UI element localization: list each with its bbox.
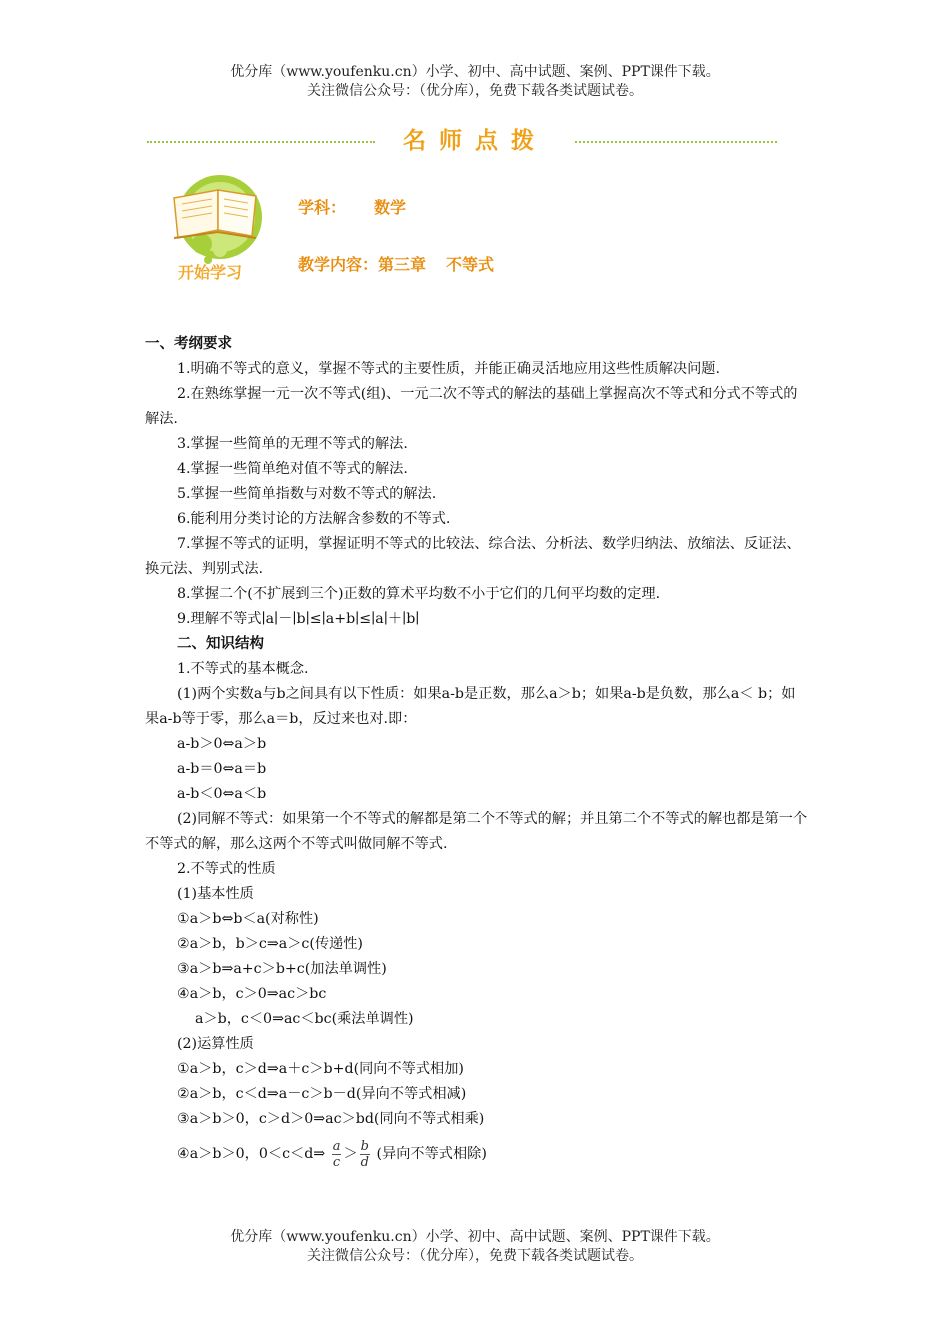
property-item: ③a＞b⇒a+c＞b+c(加法单调性) <box>177 961 387 977</box>
property-item: ②a＞b，c＜d⇒a－c＞b－d(异向不等式相减) <box>177 1086 467 1102</box>
page-header <box>0 63 950 101</box>
fraction-numerator: b <box>360 1138 369 1154</box>
paragraph: (2)同解不等式：如果第一个不等式的解都是第二个不等式的解；并且第二个不等式的解也都是第一个不等式的解，那么这两个不等式叫做同解不等式. <box>145 811 808 852</box>
fraction-denominator: d <box>360 1154 369 1170</box>
list-item: 3.掌握一些简单的无理不等式的解法. <box>177 436 408 452</box>
header-line-1: 优分库（www.youfenku.cn）小学、初中、高中试题、案例、PPT课件下载。 <box>230 64 720 80</box>
content-value: 不等式 <box>446 255 495 274</box>
equivalence: a-b＝0⇔a＝b <box>177 761 267 777</box>
fraction-numerator: a <box>332 1138 341 1154</box>
equivalence: a-b＞0⇔a＞b <box>177 736 267 752</box>
property-item <box>145 1132 808 1176</box>
property-item: ①a＞b，c＞d⇒a＋c＞b+d(同向不等式相加) <box>177 1061 464 1077</box>
list-item: 2.在熟练掌握一元一次不等式(组)、一元二次不等式的解法的基础上掌握高次不等式和分式不等式的解法. <box>145 386 798 427</box>
subsection-title: (1)基本性质 <box>177 886 254 902</box>
subsection-title: (2)运算性质 <box>177 1036 254 1052</box>
banner-title: 名师点拨 <box>403 128 547 154</box>
content-line <box>298 252 494 275</box>
header-line-2: 关注微信公众号：（优分库），免费下载各类试题试卷。 <box>307 83 643 99</box>
section-heading: 二、知识结构 <box>177 636 264 652</box>
subject-value: 数学 <box>374 198 407 217</box>
fraction-denominator: c <box>332 1154 341 1170</box>
footer-line-2: 关注微信公众号：（优分库），免费下载各类试题试卷。 <box>307 1248 643 1264</box>
subject-label: 学科： <box>298 198 347 217</box>
document-body <box>145 332 808 1176</box>
subsection-title: 1.不等式的基本概念. <box>177 661 309 677</box>
list-item: 6.能利用分类讨论的方法解含参数的不等式. <box>177 511 451 527</box>
subject-line <box>298 195 406 218</box>
list-item: 5.掌握一些简单指数与对数不等式的解法. <box>177 486 437 502</box>
paragraph: (1)两个实数a与b之间具有以下性质：如果a-b是正数，那么a＞b；如果a-b是负数，那么a＜ b；如果a-b等于零，那么a＝b，反过来也对.即： <box>145 686 796 727</box>
list-item: 8.掌握二个(不扩展到三个)正数的算术平均数不小于它们的几何平均数的定理. <box>177 586 661 602</box>
banner <box>147 124 777 158</box>
property-item: ④a＞b，c＞0⇒ac＞bc <box>177 986 327 1002</box>
greater-than-sign: ＞ <box>343 1146 358 1162</box>
dotted-divider-left <box>147 141 375 143</box>
subsection-title: 2.不等式的性质 <box>177 861 276 877</box>
list-item: 4.掌握一些简单绝对值不等式的解法. <box>177 461 408 477</box>
list-item: 9.理解不等式∣a∣－∣b∣≤∣a+b∣≤∣a∣＋∣b∣ <box>177 611 420 627</box>
footer-line-1: 优分库（www.youfenku.cn）小学、初中、高中试题、案例、PPT课件下载。 <box>230 1229 720 1245</box>
list-item: 1.明确不等式的意义，掌握不等式的主要性质，并能正确灵活地应用这些性质解决问题. <box>177 361 720 377</box>
fraction-b-over-d <box>360 1139 370 1170</box>
property-item: ①a＞b⇔b＜a(对称性) <box>177 911 319 927</box>
logo-label: 开始学习 <box>178 263 243 282</box>
property-item: ③a＞b＞0，c＞d＞0⇒ac＞bd(同向不等式相乘) <box>177 1111 485 1127</box>
equivalence: a-b＜0⇔a＜b <box>177 786 267 802</box>
dotted-divider-right <box>575 141 777 143</box>
property-item: a＞b，c＜0⇒ac＜bc(乘法单调性) <box>195 1011 414 1027</box>
list-item: 7.掌握不等式的证明，掌握证明不等式的比较法、综合法、分析法、数学归纳法、放缩法、反证法、换元法、判别式法. <box>145 536 801 577</box>
property-item: ②a＞b，b＞c⇒a＞c(传递性) <box>177 936 363 952</box>
section-heading: 一、考纲要求 <box>145 336 232 352</box>
page-footer <box>0 1228 950 1266</box>
op4-prefix: ④a＞b＞0，0＜c＜d⇒ <box>177 1146 326 1162</box>
content-label: 教学内容：第三章 <box>298 255 427 274</box>
fraction-a-over-c <box>332 1139 342 1170</box>
op4-suffix: (异向不等式相除) <box>376 1146 487 1162</box>
